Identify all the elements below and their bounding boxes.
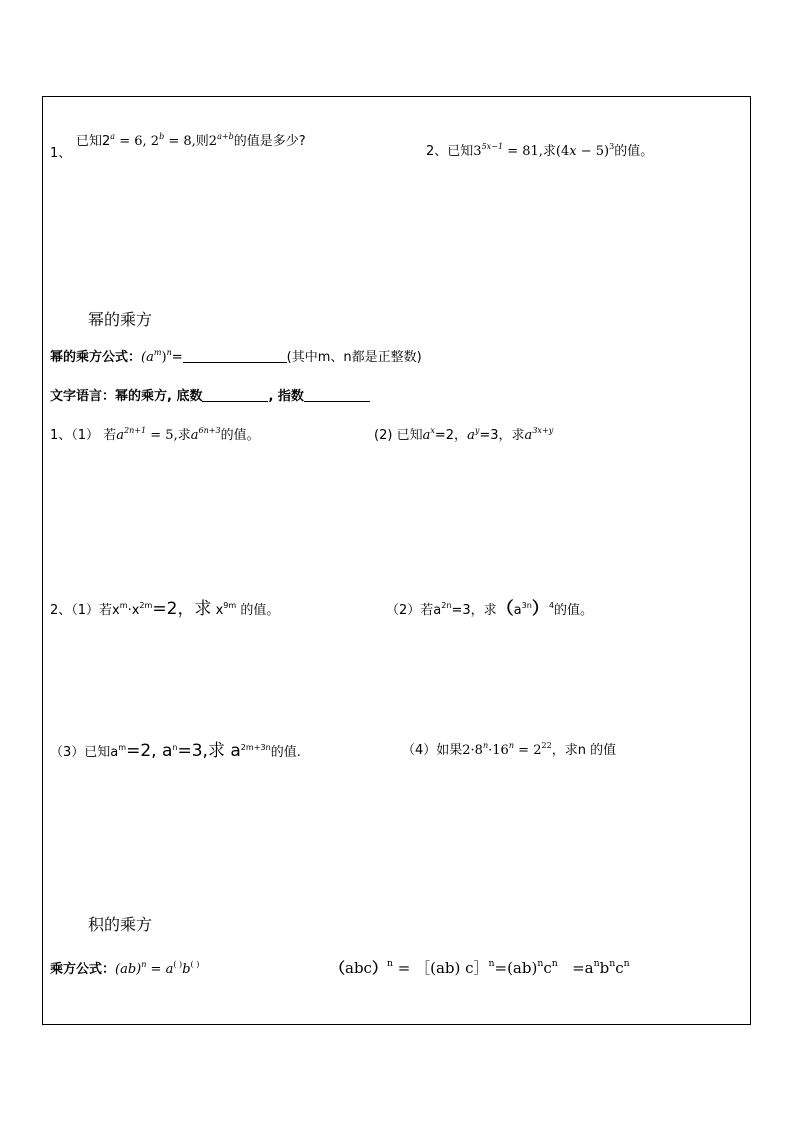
question-1-1: 1、（1） 若$a^{2n+1} = 5$,求$a^{6n+3}$的值。 <box>50 425 260 443</box>
worksheet-frame <box>42 96 751 1025</box>
section-title-power-of-power: 幂的乘方 <box>88 310 153 329</box>
problem-2-text: 2、已知$3^{5x-1} = 81$,求$(4x - 5)^3$的值。 <box>426 141 654 159</box>
question-2-3: （3）已知$a^m=2$, $a^n=3$,求 $a^{2m+3n}$的值. <box>50 741 301 761</box>
formula-blank[interactable] <box>183 351 287 363</box>
question-1-2: (2) 已知$a^x=2$，$a^y=3$，求$a^{3x+y}$ <box>374 425 554 443</box>
question-2-4: （4）如果$2\cdot 8^n\cdot 16^n = 2^{22}$，求n 的值 <box>402 740 617 758</box>
problem-1-number: 1、 <box>50 146 72 161</box>
question-2-1: 2、（1）若$x^m\cdot x^{2m}=2$，求 $x^{9m}$ 的值。 <box>50 599 280 619</box>
base-blank[interactable] <box>202 390 268 402</box>
problem-1-text: 已知$2^a = 6$, $2^b = 8$,则$2^{a+b}$的值是多少? <box>76 131 306 149</box>
question-2-2: （2）若$a^{2n}=3$，求$(a^{3n})^4$的值。 <box>386 599 593 619</box>
section-title-power-of-product: 积的乘方 <box>88 915 153 934</box>
power-formula: 幂的乘方公式：$(a^m)^n=$ (其中m、n都是正整数) <box>50 347 422 365</box>
exponent-blank[interactable] <box>304 390 370 402</box>
power-text-rule: 文字语言：幂的乘方, 底数 , 指数 <box>50 390 370 403</box>
product-formula: 乘方公式：(ab)$^n$ = a( )b( ) <box>50 959 200 977</box>
product-expansion: （abc）$^n$ = ［(ab) $c]^n=(ab)^nc^n$ $=a^nb^nc^n$ <box>330 958 630 977</box>
